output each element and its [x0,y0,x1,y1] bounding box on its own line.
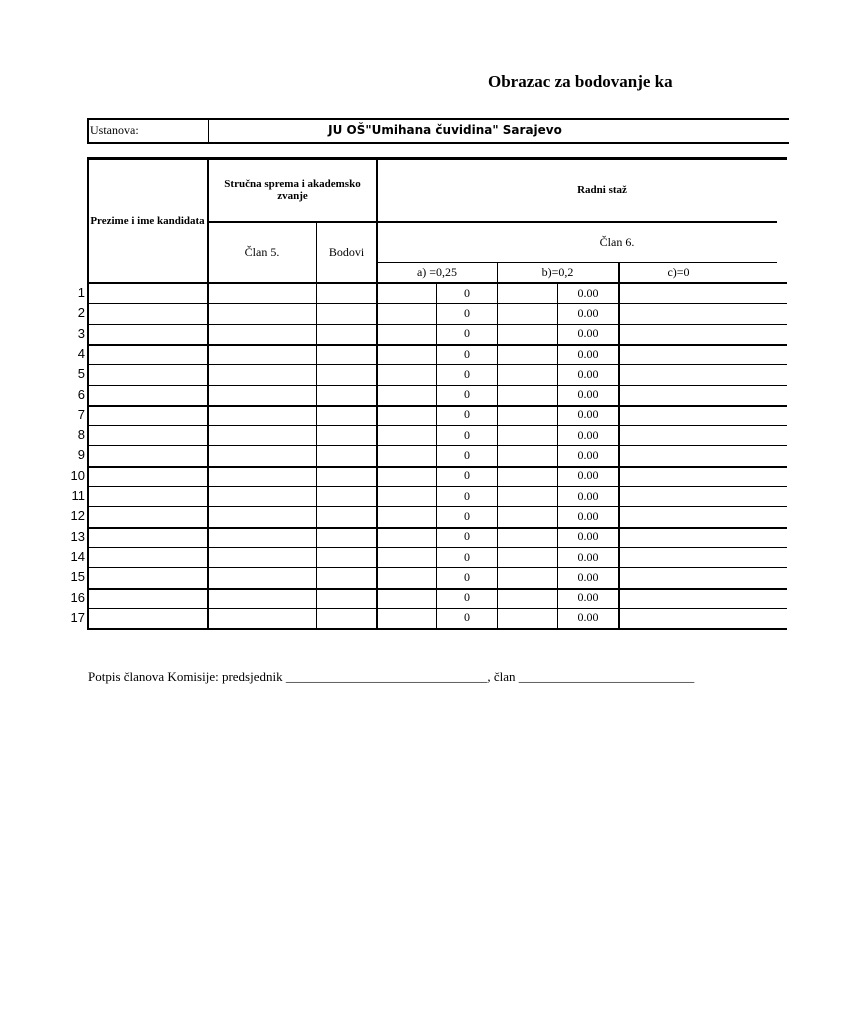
header-col-b [497,262,618,283]
row-number: 6 [77,386,85,402]
cell-b-value: 0.00 [577,529,599,544]
cell-b-value: 0.00 [577,326,599,341]
row-number: 10 [70,467,85,483]
header-clan6 [377,222,857,262]
cell-a-value: 0 [464,346,470,361]
header-qualification-text: Stručna sprema i akademsko zvanje [224,178,361,202]
table-top-border [87,157,787,160]
subheader-divider [377,262,777,263]
row-number: 4 [77,345,85,361]
cell-a-value: 0 [464,549,470,564]
header-bodovi [316,222,377,283]
row-number: 14 [70,548,85,564]
header-clan5 [208,222,316,283]
cell-a-value: 0 [464,305,470,320]
row-number: 8 [77,427,85,443]
cell-b-value: 0.00 [577,305,599,320]
row-number: 7 [77,406,85,422]
header-bodovi-text: Bodovi [328,245,365,259]
header-work-experience-text: Radni staž [577,184,627,196]
cell-a-value: 0 [464,488,470,503]
header-col-b-text: b)=0,2 [541,265,574,279]
header-clan6-text: Član 6. [599,234,635,249]
row-number: 13 [70,528,85,544]
cell-a-value: 0 [464,569,470,584]
cell-b-value: 0.00 [577,448,599,463]
institution-label: Ustanova: [89,120,209,142]
col-border-1 [207,157,209,629]
cell-b-value: 0.00 [577,427,599,442]
row-number: 3 [77,325,85,341]
header-divider [377,221,777,223]
row-number: 5 [77,366,85,382]
row-border [87,628,787,630]
header-col-a-text: a) =0,25 [416,265,458,279]
cell-b-value: 0.00 [577,590,599,605]
row-number: 16 [70,589,85,605]
row-number: 2 [77,305,85,321]
cell-a-value: 0 [464,387,470,402]
cell-b-value: 0.00 [577,569,599,584]
row-number: 17 [70,609,85,625]
col-border-3 [376,157,378,629]
cell-a-value: 0 [464,407,470,422]
cell-a-value: 0 [464,610,470,625]
cell-a-value: 0 [464,508,470,523]
cell-b-value: 0.00 [577,549,599,564]
institution-value: JU OŠ"Umihana čuvidina" Sarajevo [328,123,562,137]
cell-b-value: 0.00 [577,508,599,523]
cell-b-value: 0.00 [577,285,599,300]
row-number: 11 [71,488,85,503]
cell-a-value: 0 [464,529,470,544]
cell-b-value: 0.00 [577,387,599,402]
header-col-a [377,262,497,283]
row-number: 1 [77,285,85,300]
cell-b-value: 0.00 [577,346,599,361]
cell-a-value: 0 [464,427,470,442]
page-title: Obrazac za bodovanje ka [488,72,673,91]
header-name [87,158,208,283]
cell-a-value: 0 [464,590,470,605]
cell-b-value: 0.00 [577,366,599,381]
cell-b-value: 0.00 [577,468,599,483]
signature-line: Potpis članova Komisije: predsjednik _______________________________, član ___________________________ [88,669,695,684]
header-name-text: Prezime i ime kandidata [90,214,205,227]
header-qualification [208,158,377,222]
cell-a-value: 0 [464,448,470,463]
header-col-c-text: c)=0 [667,265,690,279]
cell-a-value: 0 [464,366,470,381]
header-clan5-text: Član 5. [244,245,280,259]
cell-b-value: 0.00 [577,610,599,625]
row-number: 12 [70,508,85,524]
row-number: 15 [70,569,85,585]
header-col-c [618,262,739,283]
header-divider-left [208,221,377,223]
cell-a-value: 0 [464,285,470,300]
cell-a-value: 0 [464,468,470,483]
col-border-0 [87,157,89,629]
cell-b-value: 0.00 [577,407,599,422]
cell-a-value: 0 [464,326,470,341]
cell-b-value: 0.00 [577,488,599,503]
header-work-experience [377,158,827,222]
row-number: 9 [77,447,85,463]
